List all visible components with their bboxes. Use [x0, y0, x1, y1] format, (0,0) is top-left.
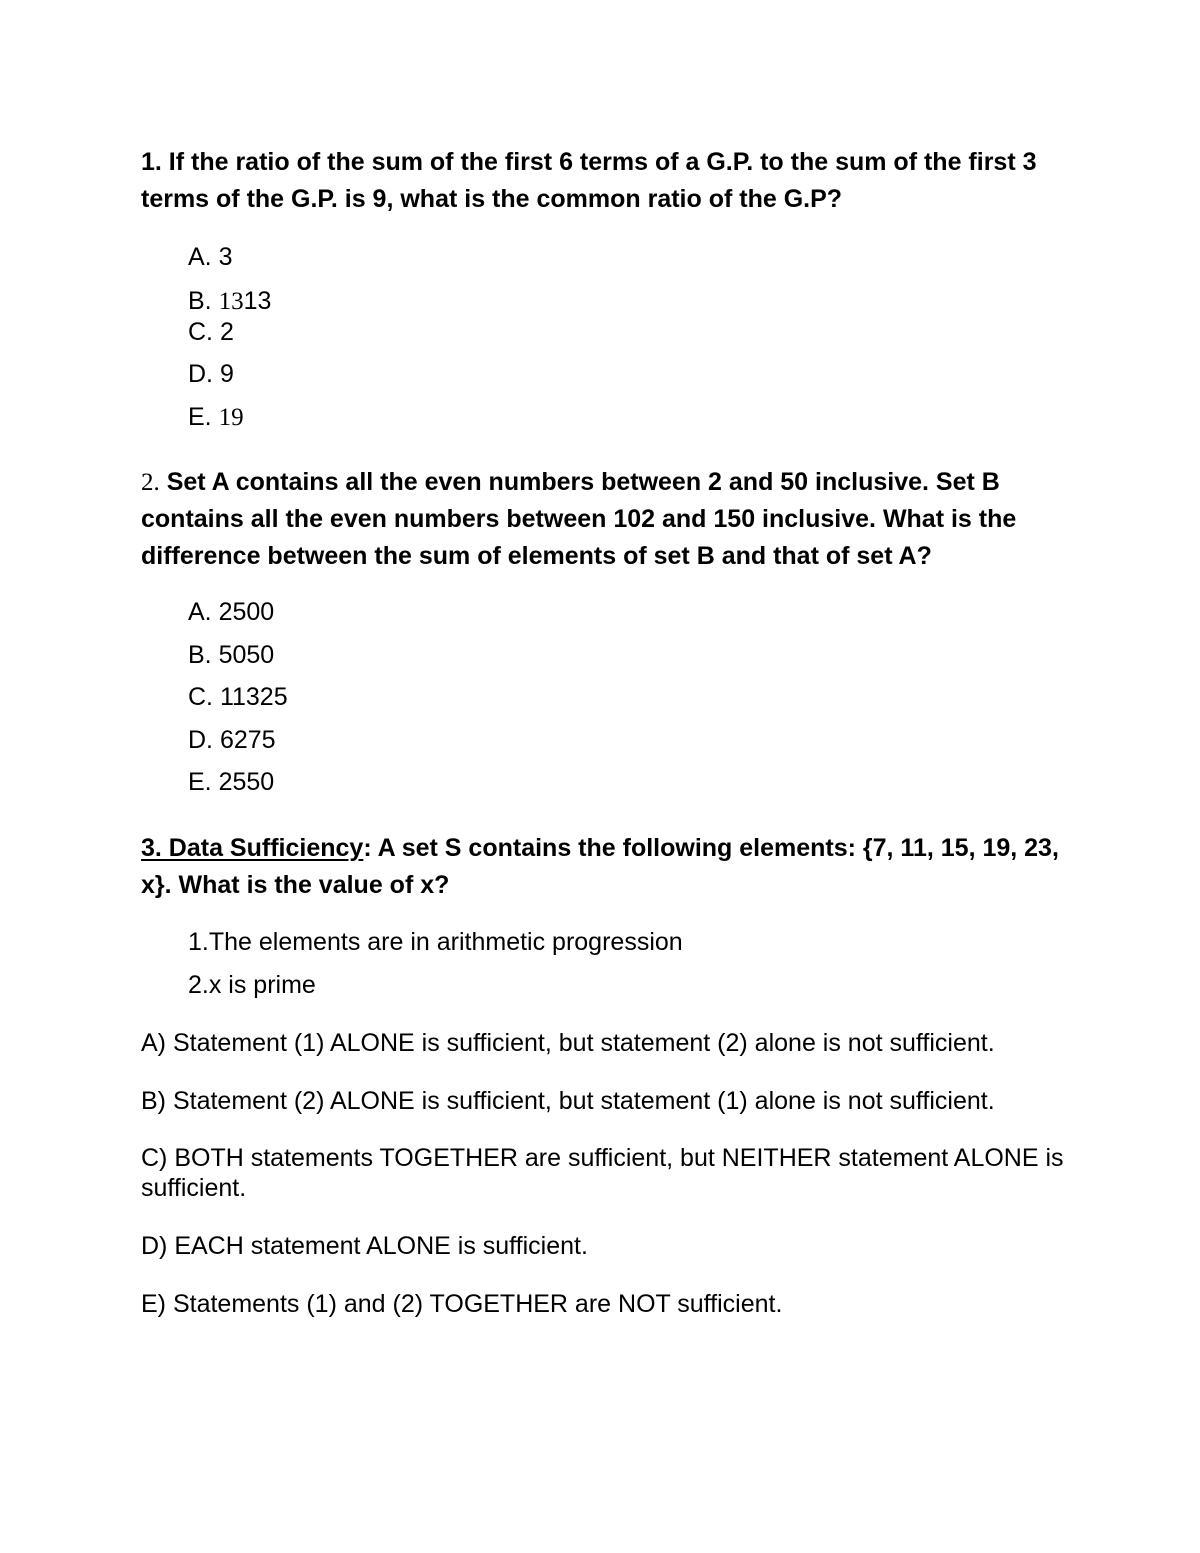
option-e: E. 19 — [188, 403, 244, 431]
option-b: B. 5050 — [188, 641, 275, 669]
option-d: D. 6275 — [188, 726, 276, 754]
choice-a: A) Statement (1) ALONE is sufficient, but statement (2) alone is not sufficient. — [141, 1029, 995, 1057]
option-c: C. 2 — [188, 318, 234, 346]
choice-d: D) EACH statement ALONE is sufficient. — [141, 1232, 588, 1260]
option-a: A. 2500 — [188, 598, 275, 626]
statement-2: 2.x is prime — [188, 971, 316, 999]
question-2-text: 2. Set A contains all the even numbers between 2 and 50 inclusive. Set B contains all the even numbers between 102 and 150 inclusive. What is the difference between the sum of elements of set B and that of set A? — [141, 468, 1017, 570]
question-3-text: 3. Data Sufficiency: A set S contains the following elements: {7, 11, 15, 19, 23, x}. What is the value of x? — [141, 834, 1059, 899]
data-sufficiency-label: 3. Data Sufficiency — [141, 834, 364, 862]
choice-b: B) Statement (2) ALONE is sufficient, but statement (1) alone is not sufficient. — [141, 1087, 995, 1115]
choice-c: C) BOTH statements TOGETHER are sufficient, but NEITHER statement ALONE is sufficient. — [141, 1144, 1064, 1202]
option-b: B. 1313 — [188, 287, 272, 315]
question-1-text: 1. If the ratio of the sum of the first 6 terms of a G.P. to the sum of the first 3 terms of the G.P. is 9, what is the common ratio of the G.P? — [141, 148, 1037, 213]
choice-e: E) Statements (1) and (2) TOGETHER are NOT sufficient. — [141, 1290, 783, 1318]
option-c: C. 11325 — [188, 683, 288, 711]
option-d: D. 9 — [188, 360, 234, 388]
option-e: E. 2550 — [188, 768, 275, 796]
option-a: A. 3 — [188, 243, 233, 271]
statement-1: 1.The elements are in arithmetic progression — [188, 928, 683, 956]
